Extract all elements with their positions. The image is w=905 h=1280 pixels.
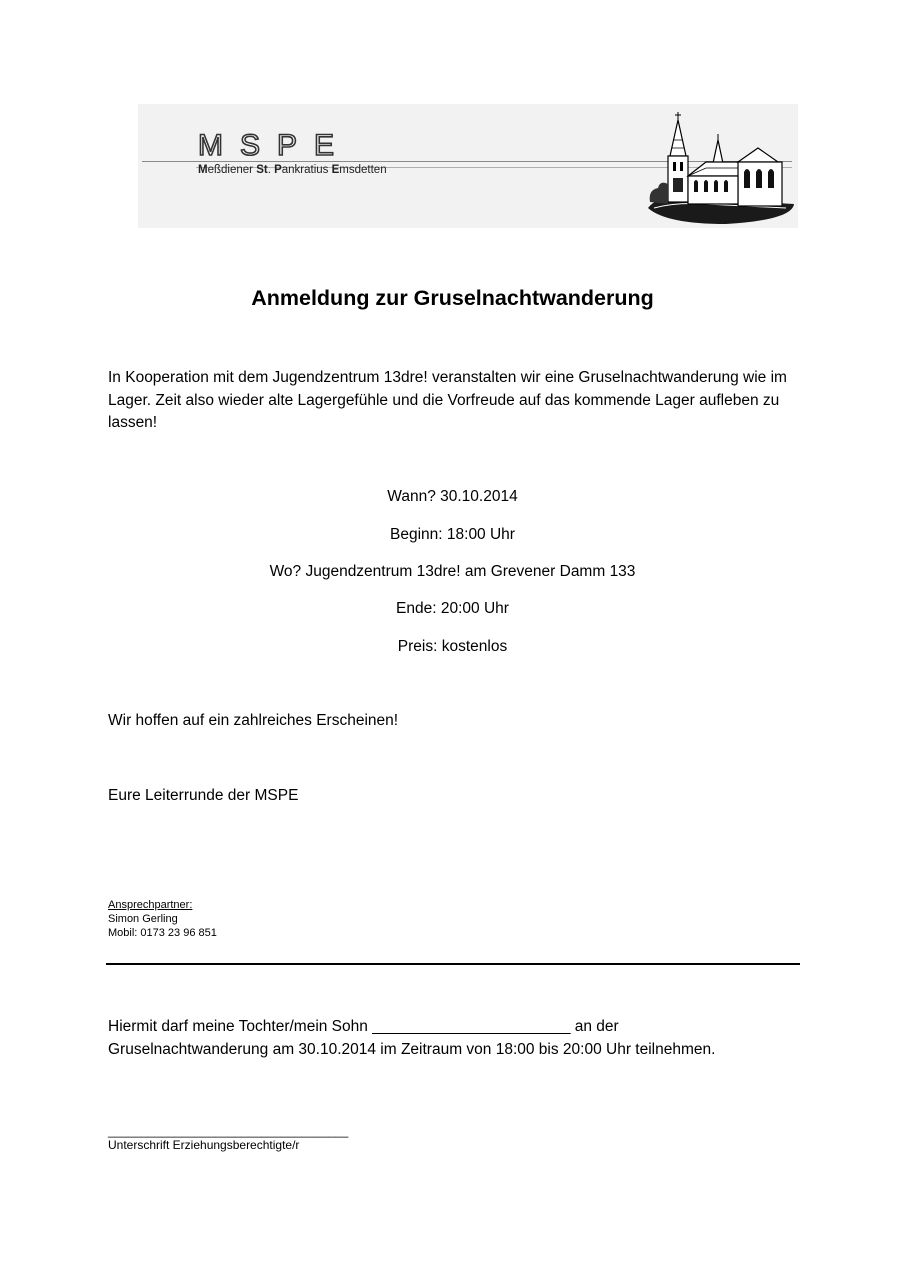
consent-line-2: Gruselnachtwanderung am 30.10.2014 im Zeitraum von 18:00 bis 20:00 Uhr teilnehmen.	[108, 1040, 716, 1058]
header-banner	[138, 104, 798, 228]
contact-label: Ansprechpartner:	[108, 899, 193, 911]
contact-phone: Mobil: 0173 23 96 851	[108, 927, 217, 939]
event-date: Wann? 30.10.2014	[387, 488, 518, 505]
signoff-text: Eure Leiterrunde der MSPE	[108, 787, 299, 804]
contact-name: Simon Gerling	[108, 913, 178, 925]
page-title: Anmeldung zur Gruselnachtwanderung	[251, 286, 654, 310]
church-drawing-icon	[646, 110, 796, 226]
contact-block	[108, 898, 217, 940]
logo-subtitle: Meßdiener St. Pankratius Emsdetten	[198, 164, 387, 176]
event-start: Beginn: 18:00 Uhr	[390, 526, 515, 543]
signature-label: Unterschrift Erziehungsberechtigte/r	[108, 1138, 300, 1152]
consent-line-1: Hiermit darf meine Tochter/mein Sohn _______________________ an der	[108, 1018, 619, 1035]
cut-line-divider	[106, 963, 800, 965]
intro-paragraph: In Kooperation mit dem Jugendzentrum 13dre! veranstalten wir eine Gruselnachtwanderung wie im Lager. Zeit also wieder alte Lagergefühle und die Vorfreude auf das kommende Lager aufleben zu lassen!	[108, 369, 787, 431]
event-price: Preis: kostenlos	[397, 638, 508, 655]
hope-text: Wir hoffen auf ein zahlreiches Erscheinen!	[108, 712, 399, 729]
event-end: Ende: 20:00 Uhr	[396, 600, 509, 617]
consent-paragraph	[108, 1016, 828, 1061]
event-location: Wo? Jugendzentrum 13dre! am Grevener Damm 133	[269, 563, 636, 580]
logo-wordmark: MSPE	[198, 129, 352, 162]
signature-line: ____________________________________	[108, 1124, 349, 1138]
